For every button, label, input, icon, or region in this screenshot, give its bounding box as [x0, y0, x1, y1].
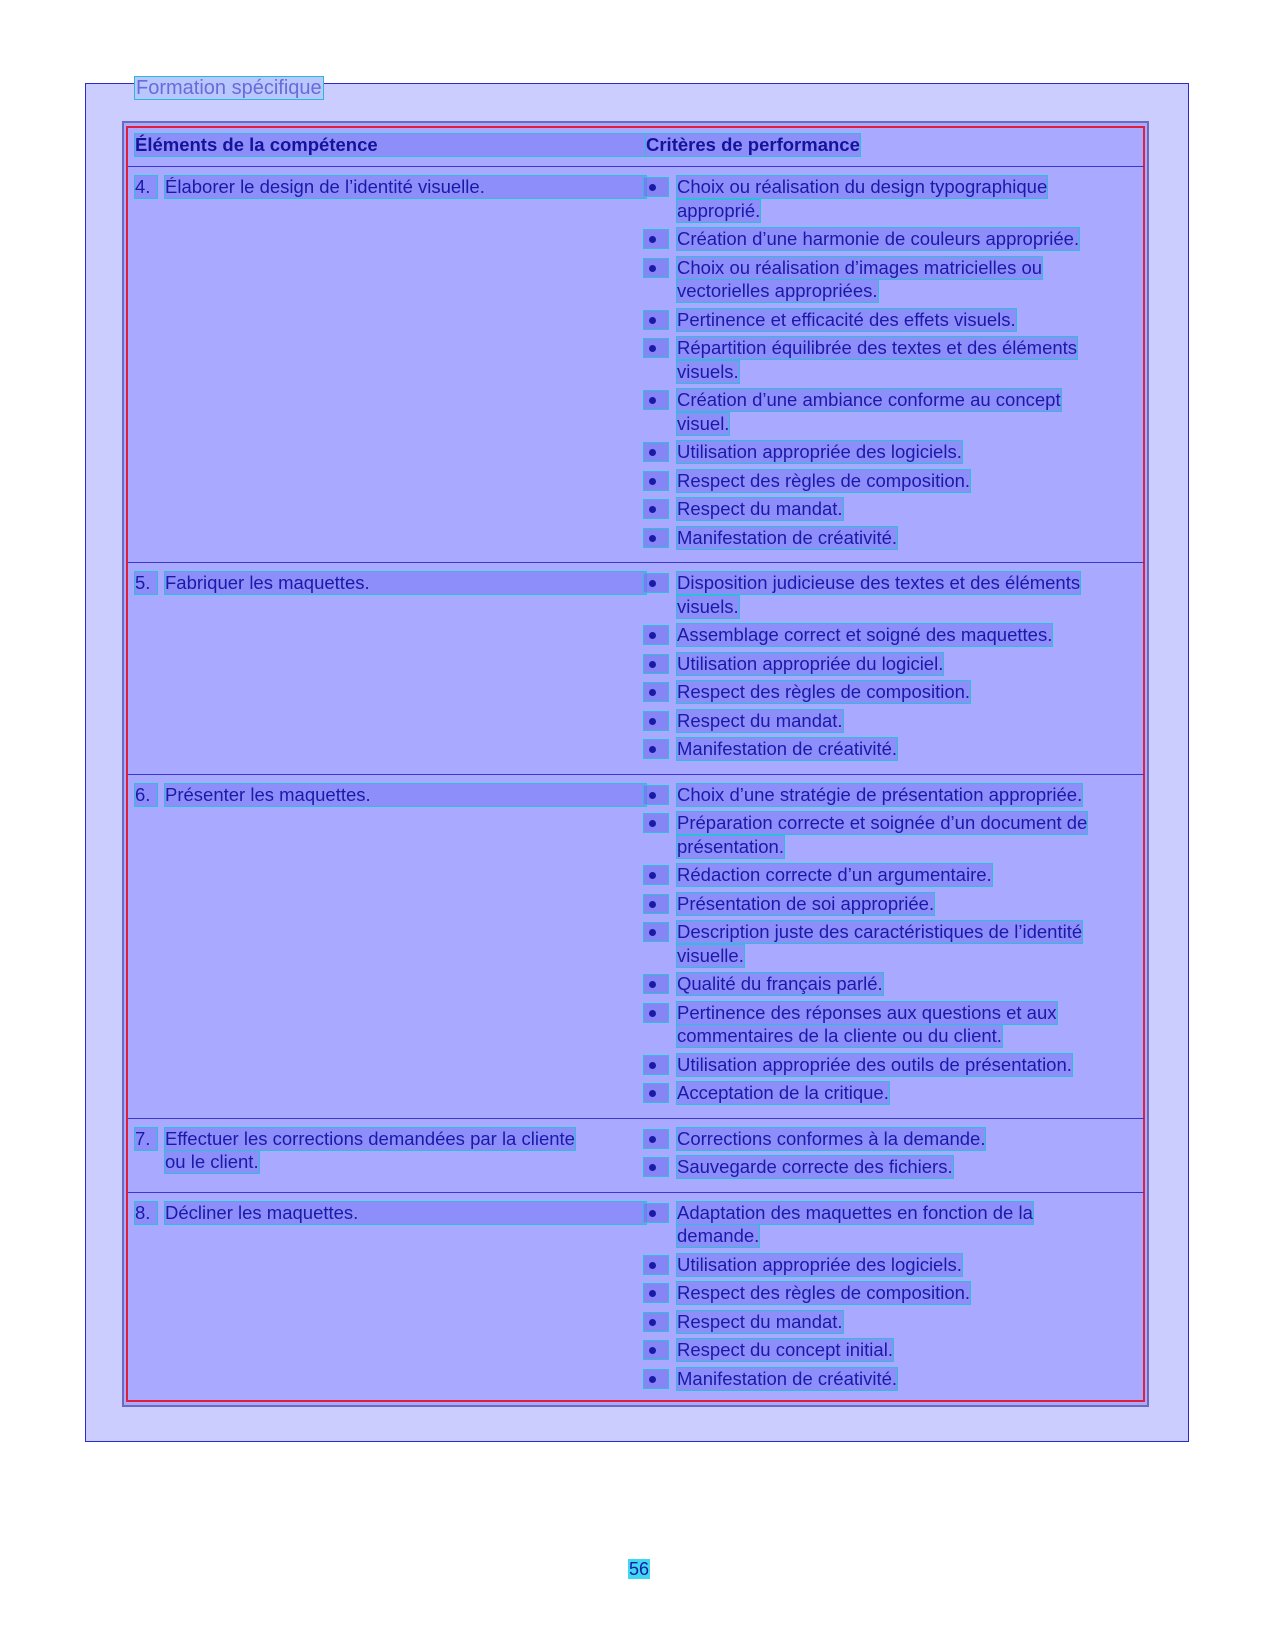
criterion-text: Assemblage correct et soigné des maquettes. [677, 624, 1053, 645]
bullet-marker [644, 339, 668, 357]
element-number: 4. [135, 176, 157, 198]
bullet-marker [644, 895, 668, 913]
bullet-marker [644, 1284, 668, 1302]
criterion-text: Respect des règles de composition. [677, 681, 971, 702]
criterion-text: vectorielles appropriées. [677, 280, 878, 301]
bullet-marker [644, 975, 668, 993]
criterion-text: Respect des règles de composition. [677, 469, 971, 491]
criterion-text: approprié. [677, 199, 761, 221]
bullet-icon [649, 820, 656, 827]
header-elements: Éléments de la compétence [135, 134, 645, 156]
bullet-icon [649, 632, 656, 639]
bullet-marker [644, 814, 668, 832]
criterion-text: visuel. [677, 412, 730, 434]
bullet-marker [644, 259, 668, 277]
bullet-icon [649, 1062, 656, 1069]
bullet-marker [644, 500, 668, 518]
criterion-text: demande. [677, 1225, 760, 1246]
row-divider [128, 1118, 1144, 1119]
criterion-text: Présentation de soi appropriée. [677, 892, 935, 914]
bullet-icon [649, 184, 656, 191]
bullet-icon [649, 661, 656, 668]
bullet-marker [644, 1084, 668, 1102]
criterion-text: Utilisation appropriée des logiciels. [677, 1253, 962, 1275]
criterion-text: Description juste des caractéristiques de l’identité [677, 921, 1083, 942]
criterion-text: Manifestation de créativité. [677, 526, 898, 548]
bullet-marker [644, 683, 668, 701]
bullet-icon [649, 901, 656, 908]
element-number: 7. [135, 1128, 157, 1150]
bullet-marker [644, 1004, 668, 1022]
bullet-icon [649, 236, 656, 243]
bullet-icon [649, 478, 656, 485]
bullet-icon [649, 872, 656, 879]
criterion-text: commentaires de la cliente ou du client. [677, 1025, 1002, 1046]
bullet-icon [649, 929, 656, 936]
row-divider [128, 774, 1144, 775]
criterion-text: présentation. [677, 835, 784, 857]
criterion-text: Choix ou réalisation du design typographique [677, 176, 1048, 197]
bullet-icon [649, 1010, 656, 1017]
bullet-icon [649, 317, 656, 324]
criterion-text: Création d’une harmonie de couleurs appropriée. [677, 228, 1080, 249]
bullet-marker [644, 1204, 668, 1222]
bullet-marker [644, 1313, 668, 1331]
page-number: 56 [629, 1559, 650, 1579]
criterion-text: visuelle. [677, 944, 744, 966]
criterion-text: Disposition judicieuse des textes et des éléments [677, 572, 1081, 593]
bullet-marker [644, 712, 668, 730]
bullet-icon [649, 506, 656, 513]
element-number: 6. [135, 784, 157, 806]
criterion-text: Qualité du français parlé. [677, 973, 883, 994]
criterion-text: Pertinence des réponses aux questions et aux [677, 1001, 1057, 1023]
bullet-marker [644, 311, 668, 329]
bullet-icon [649, 718, 656, 725]
bullet-icon [649, 345, 656, 352]
criterion-text: Pertinence et efficacité des effets visuels. [677, 308, 1016, 330]
criterion-text: Préparation correcte et soignée d’un document de [677, 812, 1088, 833]
bullet-marker [644, 866, 668, 884]
bullet-icon [649, 1210, 656, 1217]
bullet-marker [644, 1056, 668, 1074]
bullet-icon [649, 1262, 656, 1269]
criterion-text: Corrections conformes à la demande. [677, 1127, 986, 1149]
bullet-marker [644, 655, 668, 673]
bullet-marker [644, 529, 668, 547]
criterion-text: Adaptation des maquettes en fonction de la [677, 1201, 1033, 1223]
bullet-icon [649, 397, 656, 404]
bullet-marker [644, 1130, 668, 1148]
element-number: 8. [135, 1202, 157, 1224]
header-criteria: Critères de performance [646, 134, 860, 155]
criterion-text: Utilisation appropriée des outils de présentation. [677, 1053, 1072, 1075]
bullet-icon [649, 1090, 656, 1097]
bullet-marker [644, 1256, 668, 1274]
criterion-text: Manifestation de créativité. [677, 1367, 898, 1389]
row-divider [128, 1192, 1144, 1193]
bullet-marker [644, 443, 668, 461]
bullet-icon [649, 981, 656, 988]
criterion-text: Création d’une ambiance conforme au concept [677, 389, 1061, 410]
bullet-icon [649, 535, 656, 542]
bullet-marker [644, 740, 668, 758]
bullet-icon [649, 1290, 656, 1297]
bullet-marker [644, 923, 668, 941]
bullet-marker [644, 178, 668, 196]
criterion-text: Répartition équilibrée des textes et des éléments [677, 337, 1078, 358]
criterion-text: Utilisation appropriée du logiciel. [677, 652, 944, 674]
criterion-text: Choix ou réalisation d’images matricielles ou [677, 256, 1043, 278]
criterion-text: visuels. [677, 360, 739, 382]
bullet-marker [644, 391, 668, 409]
criterion-text: Rédaction correcte d’un argumentaire. [677, 864, 992, 885]
bullet-icon [649, 1136, 656, 1143]
bullet-marker [644, 574, 668, 592]
criterion-text: Choix d’une stratégie de présentation appropriée. [677, 783, 1083, 805]
criterion-text: Utilisation appropriée des logiciels. [677, 441, 962, 462]
criterion-text: Respect du concept initial. [677, 1339, 893, 1360]
bullet-icon [649, 1164, 656, 1171]
bullet-marker [644, 230, 668, 248]
bullet-icon [649, 265, 656, 272]
bullet-marker [644, 626, 668, 644]
bullet-icon [649, 449, 656, 456]
bullet-icon [649, 1376, 656, 1383]
row-divider [128, 166, 1144, 167]
bullet-icon [649, 746, 656, 753]
criterion-text: Respect du mandat. [677, 709, 843, 731]
criterion-text: visuels. [677, 595, 739, 617]
bullet-marker [644, 786, 668, 804]
element-text: Décliner les maquettes. [165, 1202, 646, 1224]
criterion-text: Acceptation de la critique. [677, 1082, 889, 1103]
element-text: Présenter les maquettes. [165, 784, 646, 806]
bullet-marker [644, 472, 668, 490]
element-text: Élaborer le design de l’identité visuelle. [165, 176, 646, 198]
criterion-text: Manifestation de créativité. [677, 738, 898, 759]
section-title: Formation spécifique [136, 77, 322, 99]
criterion-text: Respect des règles de composition. [677, 1282, 971, 1303]
criterion-text: Respect du mandat. [677, 1310, 843, 1332]
bullet-icon [649, 1347, 656, 1354]
bullet-marker [644, 1370, 668, 1388]
element-text: Effectuer les corrections demandées par la cliente [165, 1127, 575, 1149]
element-text: ou le client. [165, 1151, 259, 1172]
criterion-text: Respect du mandat. [677, 498, 843, 519]
criterion-text: Sauvegarde correcte des fichiers. [677, 1156, 953, 1177]
bullet-icon [649, 580, 656, 587]
bullet-icon [649, 689, 656, 696]
element-number: 5. [135, 572, 157, 594]
bullet-icon [649, 792, 656, 799]
bullet-marker [644, 1158, 668, 1176]
row-divider [128, 562, 1144, 563]
bullet-marker [644, 1341, 668, 1359]
element-text: Fabriquer les maquettes. [165, 572, 646, 594]
bullet-icon [649, 1319, 656, 1326]
